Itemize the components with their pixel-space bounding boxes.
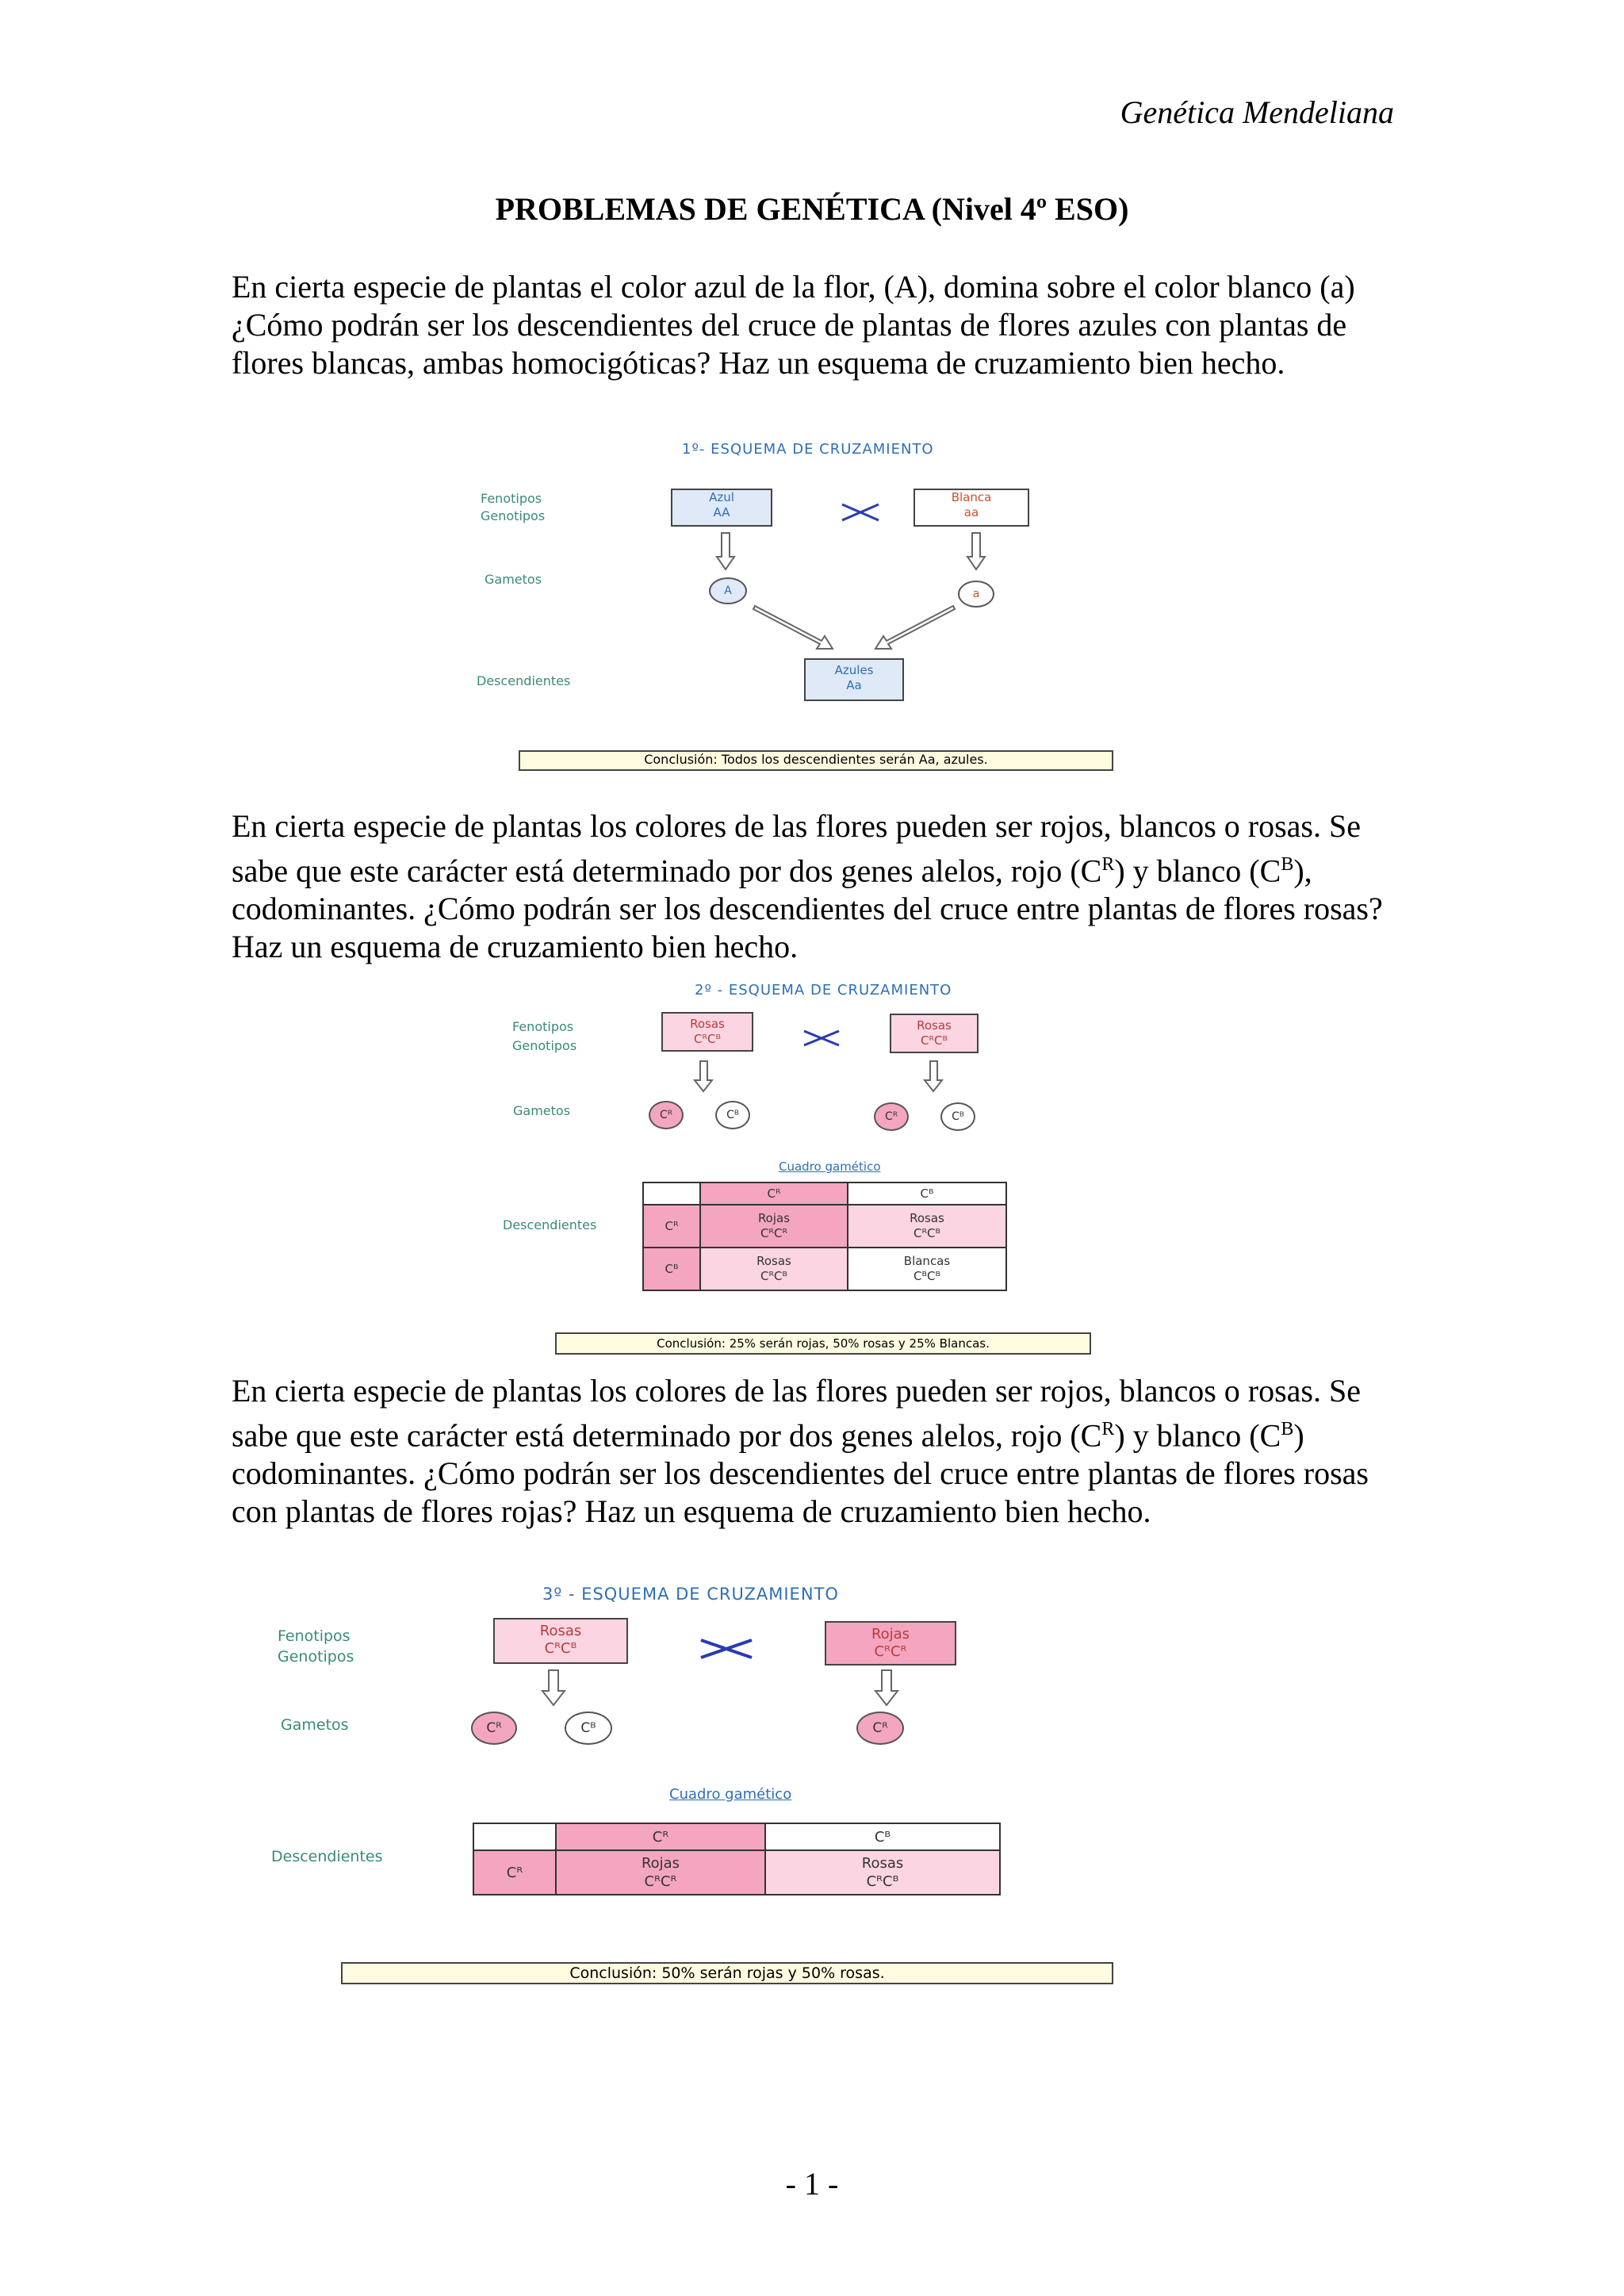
offspring-phenotype: Azules bbox=[834, 663, 874, 677]
running-header: Genética Mendeliana bbox=[1120, 94, 1394, 130]
row-header: Cᴮ bbox=[643, 1248, 700, 1290]
gamete-cb: Cᴮ bbox=[940, 1102, 975, 1131]
row-header: Cᴿ bbox=[473, 1850, 556, 1895]
punnett-square bbox=[473, 1823, 1001, 1895]
page-number: - 1 - bbox=[785, 2166, 839, 2202]
problem-1-text: En cierta especie de plantas el color azul de la flor, (A), domina sobre el color blanco (a) ¿Cómo podrán ser los descendientes del cruce de plantas de flores azules con plantas de flores blancas, ambas homocigóticas? Haz un esquema de cruzamiento bien hecho. bbox=[232, 269, 1355, 381]
superscript-b: B bbox=[1281, 854, 1294, 875]
parent-1-genotype: AA bbox=[713, 505, 730, 519]
gamete-cb: Cᴮ bbox=[715, 1101, 750, 1129]
col-header: Cᴿ bbox=[700, 1182, 848, 1205]
row-header: Cᴿ bbox=[643, 1205, 700, 1248]
label-genotipos: Genotipos bbox=[278, 1648, 354, 1665]
problem-2-part-b: ) y blanco (C bbox=[1114, 853, 1281, 889]
problem-3-part-c: ) codominantes. ¿Cómo podrán ser los descendientes del cruce entre plantas de flores rosas con plantas de flores rojas? Haz un esquema de cruzamiento bien hecho. bbox=[232, 1417, 1369, 1530]
parent-1-phenotype: Azul bbox=[709, 490, 734, 504]
label-fenotipos: Fenotipos bbox=[481, 491, 542, 506]
gamete-cr: Cᴿ bbox=[471, 1711, 517, 1745]
parent-2-phenotype: Rojas bbox=[871, 1626, 910, 1642]
corner-cell bbox=[473, 1823, 556, 1850]
col-header: Cᴿ bbox=[556, 1823, 765, 1850]
parent-2-genotype: CᴿCᴮ bbox=[921, 1033, 948, 1048]
parent-1-phenotype: Rosas bbox=[690, 1017, 725, 1031]
superscript-r: R bbox=[1101, 1419, 1115, 1439]
cuadro-gametico-title: Cuadro gamético bbox=[669, 1786, 792, 1803]
parent-2-genotype: aa bbox=[963, 505, 979, 519]
cell-phenotype: Rojas bbox=[757, 1211, 791, 1225]
gamete-cr: Cᴿ bbox=[649, 1101, 684, 1129]
diagram-2-title: 2º - ESQUEMA DE CRUZAMIENTO bbox=[695, 982, 952, 999]
label-gametos: Gametos bbox=[513, 1103, 571, 1118]
punnett-cell bbox=[556, 1850, 765, 1895]
cuadro-gametico-title: Cuadro gamético bbox=[779, 1159, 881, 1174]
down-arrow-icon bbox=[542, 1670, 898, 1705]
superscript-b: B bbox=[1281, 1419, 1294, 1439]
cell-phenotype: Rosas bbox=[861, 1855, 904, 1872]
label-fenotipos: Fenotipos bbox=[512, 1019, 574, 1034]
parent-2-phenotype: Blanca bbox=[951, 490, 992, 504]
conclusion-3: Conclusión: 50% serán rojas y 50% rosas. bbox=[341, 1962, 1113, 1984]
punnett-cell bbox=[765, 1850, 1000, 1895]
cell-genotype: CᴿCᴿ bbox=[644, 1873, 677, 1890]
offspring-genotype: Aa bbox=[846, 678, 862, 692]
label-descendientes: Descendientes bbox=[477, 673, 571, 688]
parent-2-genotype: CᴿCᴿ bbox=[874, 1643, 907, 1660]
col-header: Cᴮ bbox=[765, 1823, 1000, 1850]
cell-phenotype: Rosas bbox=[756, 1254, 791, 1268]
cell-genotype: CᴿCᴮ bbox=[914, 1226, 940, 1240]
label-fenotipos: Fenotipos bbox=[278, 1627, 350, 1645]
cell-genotype: CᴮCᴮ bbox=[914, 1269, 940, 1283]
conclusion-2: Conclusión: 25% serán rojas, 50% rosas y 25% Blancas. bbox=[555, 1332, 1091, 1355]
page-title: PROBLEMAS DE GENÉTICA (Nivel 4º ESO) bbox=[495, 191, 1129, 227]
conclusion-1: Conclusión: Todos los descendientes serán Aa, azules. bbox=[519, 750, 1113, 771]
cell-phenotype: Blancas bbox=[903, 1254, 951, 1268]
problem-3-part-b: ) y blanco (C bbox=[1114, 1417, 1281, 1454]
gamete-cr: Cᴿ bbox=[874, 1102, 909, 1131]
cell-phenotype: Rosas bbox=[910, 1211, 944, 1225]
cell-genotype: CᴿCᴮ bbox=[866, 1873, 899, 1890]
gamete-A: A bbox=[709, 577, 747, 604]
label-descendientes: Descendientes bbox=[503, 1217, 597, 1232]
diagram-1-title: 1º- ESQUEMA DE CRUZAMIENTO bbox=[682, 441, 934, 458]
gamete-cb: Cᴮ bbox=[565, 1711, 612, 1745]
cross-icon bbox=[701, 1640, 752, 1658]
problem-2-part-c: ), codominantes. ¿Cómo podrán ser los descendientes del cruce entre plantas de flores rosas? Haz un esquema de cruzamiento bien hecho. bbox=[232, 853, 1383, 965]
label-descendientes: Descendientes bbox=[271, 1848, 383, 1865]
parent-1-genotype: CᴿCᴮ bbox=[544, 1640, 577, 1657]
superscript-r: R bbox=[1101, 854, 1115, 875]
cell-phenotype: Rojas bbox=[641, 1855, 680, 1872]
diagram-3-title: 3º - ESQUEMA DE CRUZAMIENTO bbox=[542, 1585, 839, 1604]
parent-1-phenotype: Rosas bbox=[539, 1623, 582, 1639]
label-gametos: Gametos bbox=[485, 572, 542, 587]
label-genotipos: Genotipos bbox=[512, 1038, 577, 1053]
label-genotipos: Genotipos bbox=[481, 508, 546, 523]
parent-2-phenotype: Rosas bbox=[917, 1018, 952, 1033]
col-header: Cᴮ bbox=[848, 1182, 1006, 1205]
problem-2-part-a: En cierta especie de plantas los colores de las flores pueden ser rojos, blancos o rosas. Se sabe que este carácter está determinado por dos genes alelos, rojo (C bbox=[232, 808, 1361, 889]
parent-1-genotype: CᴿCᴮ bbox=[694, 1032, 721, 1046]
problem-3-part-a: En cierta especie de plantas los colores de las flores pueden ser rojos, blancos o rosas. Se sabe que este carácter está determinado por dos genes alelos, rojo (C bbox=[232, 1373, 1361, 1454]
cell-genotype: CᴿCᴮ bbox=[760, 1269, 787, 1283]
gamete-cr: Cᴿ bbox=[856, 1711, 904, 1745]
cell-genotype: CᴿCᴿ bbox=[760, 1226, 788, 1240]
gamete-a: a bbox=[958, 581, 994, 608]
label-gametos: Gametos bbox=[281, 1716, 349, 1734]
